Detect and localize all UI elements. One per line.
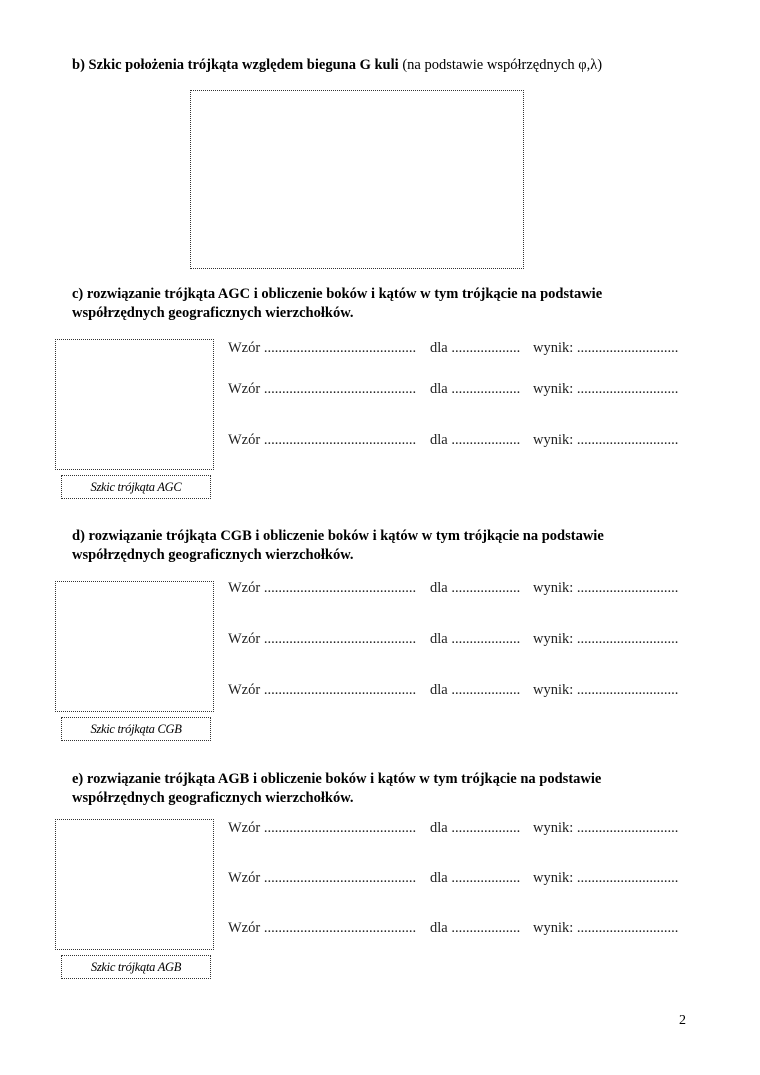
pole-sketch-box[interactable] [190,90,524,269]
dla-field[interactable]: dla ................... [430,381,521,397]
section-e-line1: e) rozwiązanie trójkąta AGB i obliczenie boków i kątów w tym trójkącie na podstawie [72,771,602,787]
section-c-line2: współrzędnych geograficznych wierzchołków. [72,305,354,321]
sketch-caption-agc: Szkic trójkąta AGC [61,475,211,499]
form-row[interactable] [228,681,688,699]
wzor-field[interactable]: Wzór .......................................... [228,580,417,596]
section-b-note: (na podstawie współrzędnych φ,λ) [402,57,603,73]
wynik-field[interactable]: wynik: ............................ [533,340,679,356]
wynik-field[interactable]: wynik: ............................ [533,870,679,886]
form-row[interactable] [228,919,688,937]
wzor-field[interactable]: Wzór .......................................... [228,682,417,698]
dla-field[interactable]: dla ................... [430,870,521,886]
form-row[interactable] [228,630,688,648]
wynik-field[interactable]: wynik: ............................ [533,432,679,448]
dla-field[interactable]: dla ................... [430,820,521,836]
dla-field[interactable]: dla ................... [430,580,521,596]
wzor-field[interactable]: Wzór .......................................... [228,820,417,836]
dla-field[interactable]: dla ................... [430,631,521,647]
wynik-field[interactable]: wynik: ............................ [533,580,679,596]
dla-field[interactable]: dla ................... [430,920,521,936]
section-b-label: b) [72,57,85,73]
section-d-heading [72,527,604,565]
dla-field[interactable]: dla ................... [430,682,521,698]
sketch-caption-cgb: Szkic trójkąta CGB [61,717,211,741]
wzor-field[interactable]: Wzór .......................................... [228,432,417,448]
dla-field[interactable]: dla ................... [430,432,521,448]
section-e-heading [72,770,601,808]
sketch-box-cgb[interactable] [55,581,214,712]
section-b-heading [72,56,602,75]
form-row[interactable] [228,869,688,887]
sketch-box-agc[interactable] [55,339,214,470]
wynik-field[interactable]: wynik: ............................ [533,631,679,647]
dla-field[interactable]: dla ................... [430,340,521,356]
section-d-line2: współrzędnych geograficznych wierzchołków. [72,547,354,563]
page-number: 2 [679,1013,686,1028]
wzor-field[interactable]: Wzór .......................................... [228,631,417,647]
section-b-title: Szkic położenia trójkąta względem bieguna G kuli [88,57,399,73]
wzor-field[interactable]: Wzór .......................................... [228,340,417,356]
form-row[interactable] [228,380,688,398]
wynik-field[interactable]: wynik: ............................ [533,682,679,698]
sketch-box-agb[interactable] [55,819,214,950]
sketch-caption-agb: Szkic trójkąta AGB [61,955,211,979]
form-row[interactable] [228,819,688,837]
wynik-field[interactable]: wynik: ............................ [533,381,679,397]
section-c-heading [72,285,602,323]
form-row[interactable] [228,431,688,449]
wynik-field[interactable]: wynik: ............................ [533,820,679,836]
wzor-field[interactable]: Wzór .......................................... [228,920,417,936]
section-e-line2: współrzędnych geograficznych wierzchołków. [72,790,354,806]
wzor-field[interactable]: Wzór .......................................... [228,870,417,886]
form-row[interactable] [228,579,688,597]
wynik-field[interactable]: wynik: ............................ [533,920,679,936]
section-c-line1: c) rozwiązanie trójkąta AGC i obliczenie boków i kątów w tym trójkącie na podstawie [72,286,603,302]
form-row[interactable] [228,339,688,357]
section-d-line1: d) rozwiązanie trójkąta CGB i obliczenie boków i kątów w tym trójkącie na podstawie [72,528,604,544]
wzor-field[interactable]: Wzór .......................................... [228,381,417,397]
